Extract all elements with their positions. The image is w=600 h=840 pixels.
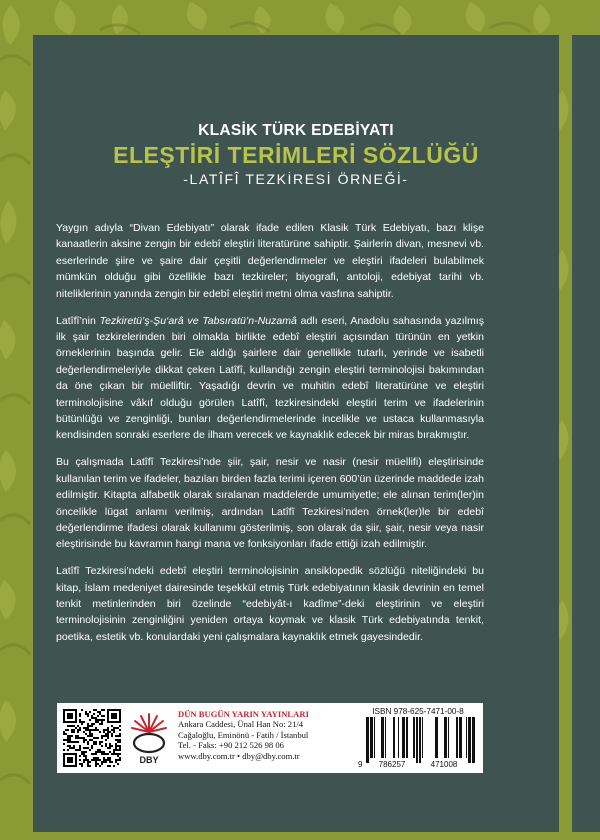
isbn-barcode xyxy=(357,707,479,769)
blurb-paragraph-2-start: Latîfî’nin xyxy=(56,314,100,327)
blurb-paragraph-3: Bu çalışmada Latîfî Tezkiresi’nde şiir, şair, nesir ve nasir (nesir müellifi) eleştirisinde kullanılan terim ve ifadeler, bazıları birden fazla terimi içeren 600’ün üzerinde maddede izah edilmiştir. Kitapta alfabetik olarak sıralanan maddelerde umumiyetle; ele alınan terim(ler)in öncelikle lügat anlamı verilmiş, ardından Latîfî Tezkiresi’nden örnek(ler)le bir edebî değerlendirme ifadesi olarak kullanımı gösterilmiş, son olarak da şiir, şair, nesir veya nasir eleştirisinde bu kavramın hangi mana ve fonksiyonları ifade ettiği izah edilmiştir. xyxy=(56,456,484,551)
book-subtitle: -LATÎFÎ TEZKİRESİ ÖRNEĞİ- xyxy=(183,171,409,187)
blurb-paragraph-4: Latîfî Tezkiresi’ndeki edebî eleştiri terminolojisinin ansiklopedik sözlüğü niteliğindeki bu kitap, İslam medeniyet dairesinde teşekkül etmiş Türk edebiyatının klasik devrinin en temel tenkit metinlerinden biri özelinde “edebiyât-ı kadîme”-deki eleştirinin ve eleştiri terminolojisinin zenginliğini yeniden ortaya koymak ve klasik Türk edebiyatında tenkit, poetika, estetik vb. konulardaki yeni çalışmalara kaynaklık etmek gayesindedir. xyxy=(56,565,484,643)
blurb-text xyxy=(56,220,484,656)
publisher-info xyxy=(178,709,348,761)
cover-header xyxy=(33,122,559,188)
work-title: Tezkiretü’ş-Şu‘arâ ve Tabsıratü’n-Nuzamâ xyxy=(99,314,297,327)
series-title: KLASİK TÜRK EDEBİYATI xyxy=(198,122,394,139)
publisher-phone: Tel. - Faks: +90 212 526 98 06 xyxy=(178,740,284,751)
isbn-digits-left: 786257 xyxy=(378,760,406,769)
publisher-web: www.dby.com.tr • dby@dby.com.tr xyxy=(178,750,300,761)
publisher-footer xyxy=(57,703,483,773)
publisher-logo-text: DBY xyxy=(139,755,159,765)
isbn-digits-right: 471008 xyxy=(430,760,458,769)
back-cover-spine-edge xyxy=(572,35,600,832)
isbn-digit-first: 9 xyxy=(358,760,363,769)
barcode-icon xyxy=(357,717,479,769)
qr-code-icon xyxy=(63,709,121,767)
book-title: ELEŞTİRİ TERİMLERİ SÖZLÜĞÜ xyxy=(113,142,479,168)
publisher-logo-icon xyxy=(129,710,169,766)
publisher-name: DÜN BUGÜN YARIN YAYINLARI xyxy=(178,709,309,719)
blurb-paragraph-2 xyxy=(56,313,484,444)
publisher-address-line-1: Ankara Caddesi, Ünal Han No: 21/4 xyxy=(178,719,304,730)
blurb-paragraph-2-rest: adlı eseri, Anadolu sahasında yazılmış ilk şair tezkirelerinden biri olmakla birlikte edebî eleştiri açısından türünün en yetkin örneklerinin başında gelir. Ele aldığı şairlere dair genellikle tutarlı, yerinde ve isabetli değerlendirmeleriyle dikkat çeken Latîfî, kullandığı zengin eleştiri terminolojisi bakımından da öne çıkan bir müelliftir. Yaşadığı devrin ve muhitin edebî literatürüne ve eleştiri terminolojisine vâkıf olduğu görülen Latîfî, tezkiresindeki eleştiri terim ve ifadelerinin bütünlüğü ve zenginliği, bunları değerlendirmelerinde incelikle ve ustaca kullanmasıyla kendisinden sonraki eserlere de ilham verecek ve kaynaklık edecek bir miras bırakmıştır. xyxy=(56,314,484,442)
isbn-label: ISBN 978-625-7471-00-8 xyxy=(372,707,464,716)
publisher-address-line-2: Cağaloğlu, Eminönü - Fatih / İstanbul xyxy=(178,729,309,740)
blurb-paragraph-1: Yaygın adıyla “Divan Edebiyatı” olarak ifade edilen Klasik Türk Edebiyatı, bazı klişe kanaatlerin aksine zengin bir edebî eleştiri literatürüne sahiptir. Şairlerin divan, mesnevi vb. eserlerinde şiire ve şaire dair çeşitli değerlendirmeler ve eleştiri ifadeleri bulabilmek mümkün olduğu gibi özellikle bazı tezkireler; biyografi, antoloji, edebiyat tarihi vb. niteliklerinin yanında zengin bir edebî eleştiri metni olma vasfına sahiptir. xyxy=(56,222,484,300)
